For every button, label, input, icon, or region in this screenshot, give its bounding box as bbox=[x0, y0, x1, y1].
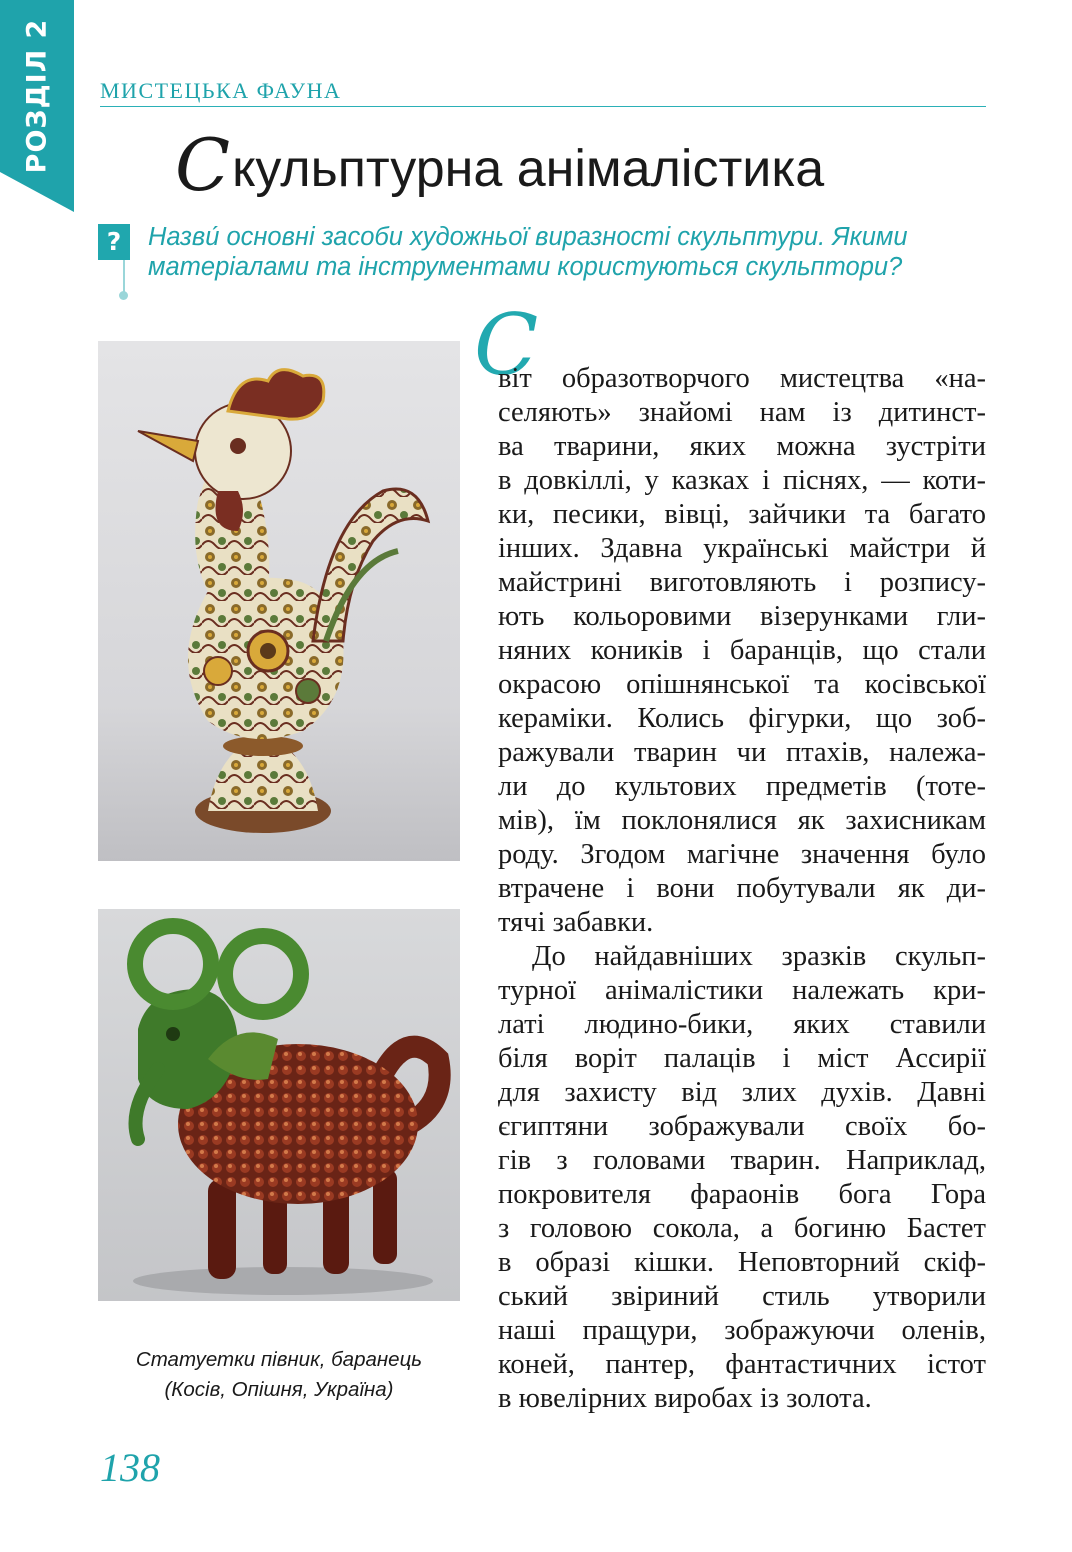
body-line: з головою сокола, а богиню Бастет bbox=[498, 1213, 986, 1244]
body-line: мів), їм поклонялися як захисникам bbox=[498, 805, 986, 836]
body-line: втрачене і вони побутували як ди- bbox=[498, 873, 986, 904]
question-marker bbox=[98, 222, 134, 304]
body-line: ки, песики, вівці, зайчики та багато bbox=[498, 499, 986, 530]
section-tab-label: РОЗДІЛ 2 bbox=[21, 18, 53, 174]
ram-statuette-image bbox=[98, 909, 460, 1301]
question-mark-icon: ? bbox=[98, 224, 130, 260]
section-tab bbox=[0, 0, 74, 212]
body-line: няних коників і баранців, що стали bbox=[498, 635, 986, 666]
body-line: латі людино-бики, яких ставили bbox=[498, 1009, 986, 1040]
body-line: ражували тварин чи птахів, належа- bbox=[498, 737, 986, 768]
body-line: гів з головами тварин. Наприклад, bbox=[498, 1145, 986, 1176]
body-line: наші пращури, зображуючи оленів, bbox=[498, 1315, 986, 1346]
body-line: біля воріт палаців і міст Ассирії bbox=[498, 1043, 986, 1074]
body-line: турної анімалістики належать кри- bbox=[498, 975, 986, 1006]
figure-caption bbox=[98, 1345, 460, 1405]
body-line: інших. Здавна українські майстри й bbox=[498, 533, 986, 564]
caption-line: Статуетки півник, баранець bbox=[135, 1348, 423, 1371]
body-line: роду. Згодом магічне значення було bbox=[498, 839, 986, 870]
title-initial: С bbox=[175, 123, 231, 207]
body-line: єгиптяни зображували своїх бо- bbox=[498, 1111, 986, 1142]
body-line: кераміки. Колись фігурки, що зоб- bbox=[498, 703, 986, 734]
body-line: ли до культових предметів (тоте- bbox=[498, 771, 986, 802]
question-line: Назви́ основні засоби художньої виразності скульптури. Якими bbox=[148, 223, 908, 251]
running-header: МИСТЕЦЬКА ФАУНА bbox=[100, 78, 342, 103]
header-rule bbox=[100, 106, 986, 107]
page-title bbox=[175, 125, 824, 209]
question-marker-line bbox=[123, 260, 125, 294]
body-line: в ювелірних виробах із золота. bbox=[498, 1383, 872, 1414]
rooster-statuette-image bbox=[98, 341, 460, 861]
body-line: ва тварини, яких можна зустріти bbox=[498, 431, 986, 462]
question-line: матеріалами та інструментами користуються скульптори? bbox=[148, 253, 903, 281]
body-line: селяють» знайомі нам із дитинст- bbox=[498, 397, 986, 428]
title-rest: кульптурна анімалістика bbox=[232, 140, 825, 198]
page-number: 138 bbox=[100, 1445, 160, 1490]
body-line: коней, пантер, фантастичних істот bbox=[498, 1349, 986, 1380]
body-line: покровителя фараонів бога Гора bbox=[498, 1179, 986, 1210]
body-line: в образі кішки. Неповторний скіф- bbox=[498, 1247, 986, 1278]
body-line: ський звіриний стиль утворили bbox=[498, 1281, 986, 1312]
body-line: для захисту від злих духів. Давні bbox=[498, 1077, 986, 1108]
question-text bbox=[148, 222, 988, 282]
body-line: в довкіллі, у казках і піснях, — коти- bbox=[498, 465, 986, 496]
body-line: майстрині виготовляють і розпису- bbox=[498, 567, 986, 598]
caption-line: (Косів, Опішня, Україна) bbox=[164, 1378, 394, 1401]
body-line: тячі забавки. bbox=[498, 907, 654, 938]
body-line: окрасою опішнянської та косівської bbox=[498, 669, 986, 700]
drop-cap: С bbox=[474, 296, 539, 394]
body-line: ють кольоровими візерунками гли- bbox=[498, 601, 986, 632]
question-marker-dot bbox=[119, 291, 128, 300]
body-line: До найдавніших зразків скульп- bbox=[532, 941, 986, 972]
body-line: віт образотворчого мистецтва «на- bbox=[498, 363, 986, 394]
